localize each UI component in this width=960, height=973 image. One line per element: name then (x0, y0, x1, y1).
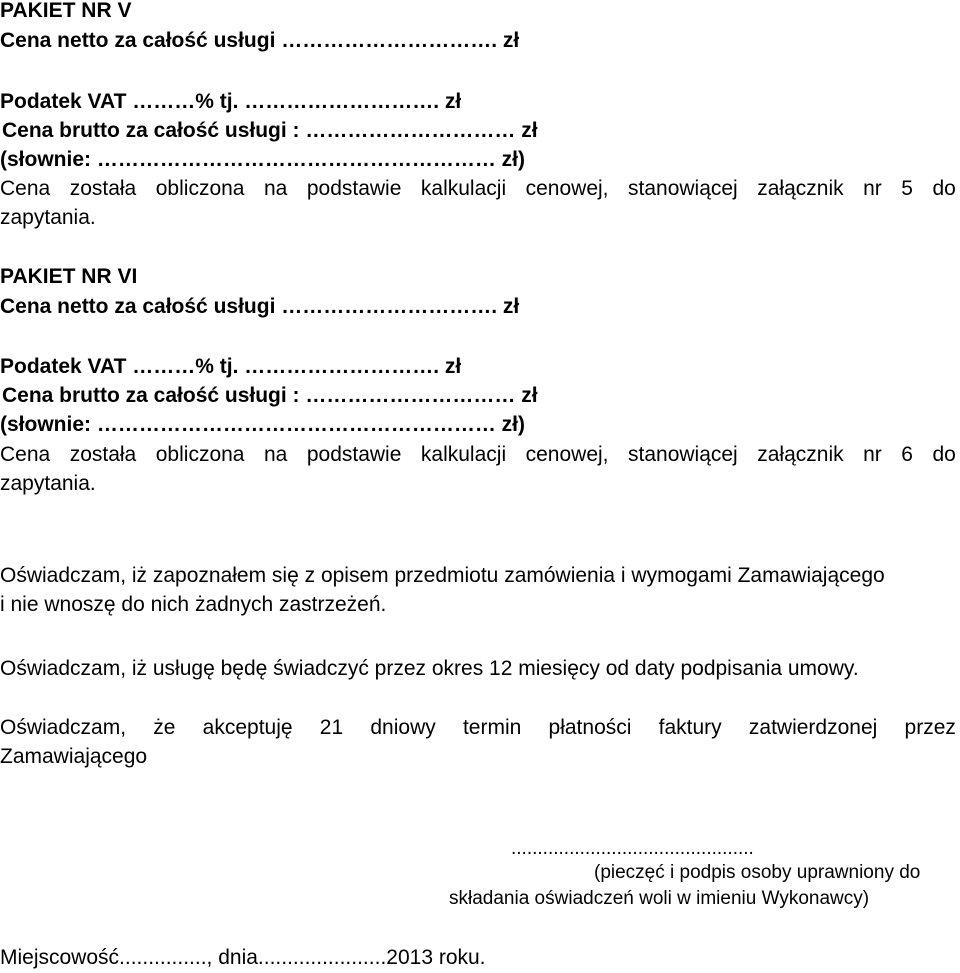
pakiet-vi-netto: Cena netto za całość usługi …………………………. zł (0, 295, 520, 318)
calc-word: została (69, 443, 137, 466)
pakiet-vi-calc-line (0, 442, 956, 468)
calc-word: stanowiącej (628, 443, 738, 466)
pakiet-v-title: PAKIET NR V (0, 0, 132, 22)
pakiet-v-brutto: Cena brutto za całość usługi : ………………………… zł (2, 119, 538, 142)
calc-word: 6 (901, 443, 913, 466)
calc-word: Cena (0, 177, 51, 200)
calc-word: nr (863, 443, 882, 466)
pakiet-vi-slownie: (słownie: ………………………………………………… zł) (0, 413, 525, 436)
pakiet-vi-vat: Podatek VAT ………% tj. ………………………. zł (0, 355, 462, 378)
declaration-word: faktury (658, 716, 722, 739)
declaration-word: płatności (548, 716, 632, 739)
calc-word: obliczona (155, 177, 245, 200)
calc-word: załącznik (757, 177, 844, 200)
pakiet-v-slownie: (słownie: ………………………………………………… zł) (0, 148, 525, 171)
declaration-duration: Oświadczam, iż usługę będę świadczyć przez okres 12 miesięcy od daty podpisania umowy. (0, 657, 859, 680)
calc-word: została (69, 177, 137, 200)
calc-word: podstawie (306, 177, 402, 200)
pakiet-vi-calc-end: zapytania. (0, 472, 96, 495)
declaration-payment-line1 (0, 715, 956, 741)
declaration-word: Oświadczam, (0, 716, 127, 739)
pakiet-vi-title: PAKIET NR VI (0, 265, 138, 288)
calc-word: Cena (0, 443, 51, 466)
calc-word: załącznik (757, 443, 844, 466)
calc-word: 5 (901, 177, 913, 200)
calc-word: stanowiącej (628, 177, 738, 200)
declaration-word: dniowy (370, 716, 436, 739)
declaration-word: 21 (319, 716, 344, 739)
declaration-word: termin (462, 716, 522, 739)
calc-word: do (932, 443, 956, 466)
pakiet-v-vat: Podatek VAT ………% tj. ………………………. zł (0, 90, 462, 113)
declaration-word: zatwierdzonej (748, 716, 878, 739)
signature-dots: .............................................. (511, 838, 754, 859)
declaration-payment-line2: Zamawiającego (0, 745, 148, 768)
declaration-word: akceptuję (202, 716, 293, 739)
calc-word: na (263, 177, 288, 200)
pakiet-vi-brutto: Cena brutto za całość usługi : ………………………… zł (2, 384, 538, 407)
calc-word: na (263, 443, 288, 466)
pakiet-v-netto: Cena netto za całość usługi …………………………. zł (0, 29, 520, 52)
calc-word: kalkulacji (420, 177, 507, 200)
calc-word: cenowej, (525, 443, 609, 466)
calc-word: do (932, 177, 956, 200)
declaration-word: przez (904, 716, 956, 739)
place-and-date: Miejscowość..............., dnia......................2013 roku. (0, 946, 486, 969)
pakiet-v-calc-line (0, 176, 956, 202)
declaration-scope-line1: Oświadczam, iż zapoznałem się z opisem przedmiotu zamówienia i wymogami Zamawiającego (0, 564, 885, 587)
pakiet-v-calc-end: zapytania. (0, 206, 96, 229)
signature-caption-line2: składania oświadczeń woli w imieniu Wykonawcy) (449, 888, 870, 909)
calc-word: kalkulacji (420, 443, 507, 466)
calc-word: nr (863, 177, 882, 200)
declaration-scope-line2: i nie wnoszę do nich żadnych zastrzeżeń. (0, 593, 387, 616)
signature-caption-line1: (pieczęć i podpis osoby uprawniony do (594, 862, 921, 883)
calc-word: podstawie (306, 443, 402, 466)
declaration-word: że (153, 716, 176, 739)
calc-word: cenowej, (525, 177, 609, 200)
calc-word: obliczona (155, 443, 245, 466)
